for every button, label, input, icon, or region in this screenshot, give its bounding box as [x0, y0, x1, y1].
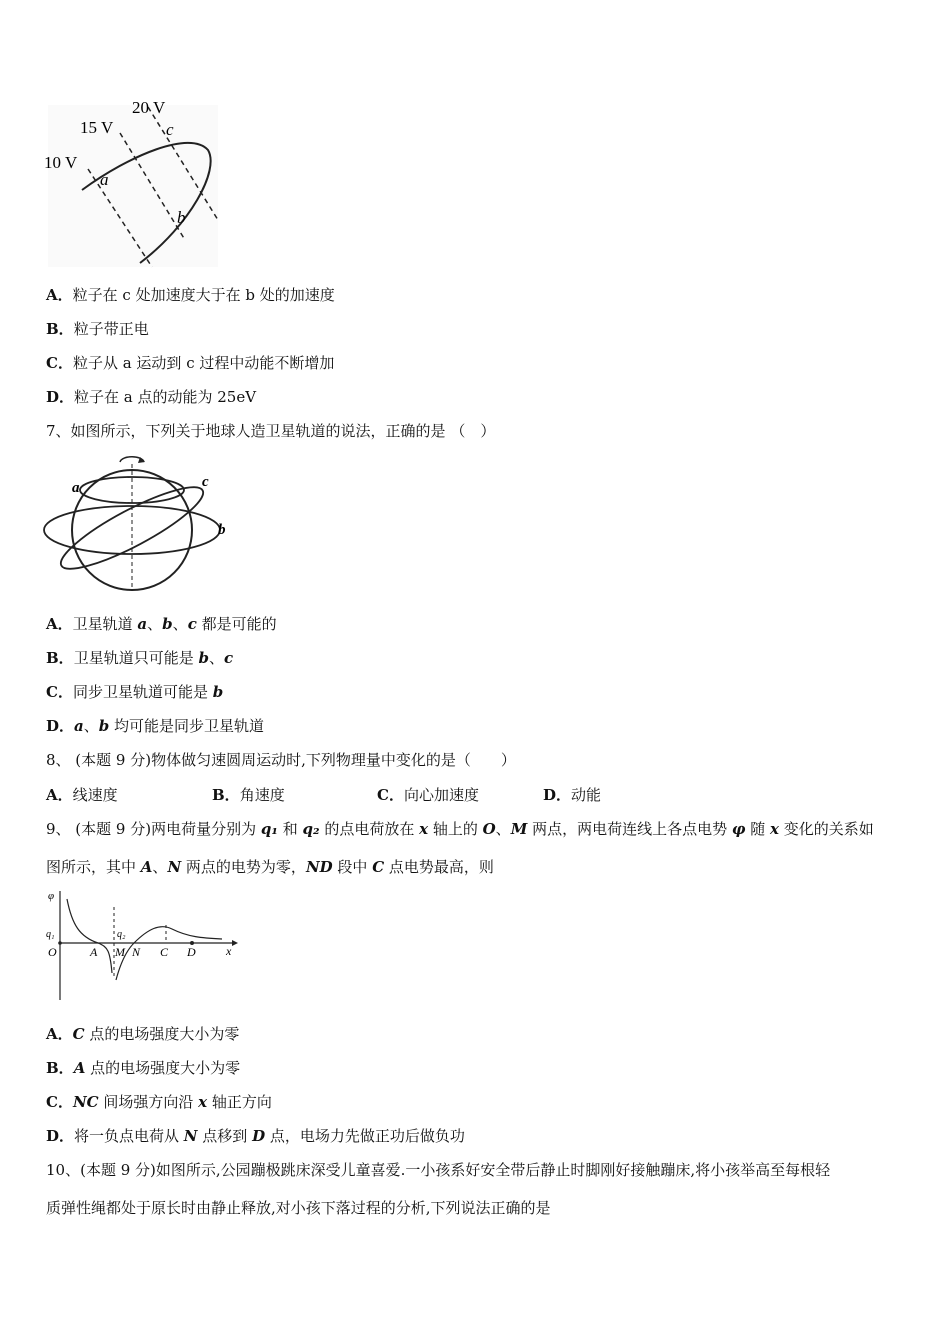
var-x: x	[769, 820, 779, 838]
q6-option-b	[46, 319, 149, 339]
q7-option-c	[46, 682, 223, 702]
option-key: D．	[543, 786, 572, 804]
option-text: 点的电场强度大小为零	[85, 1059, 241, 1077]
stem-text: 随	[745, 820, 770, 838]
var-a: A	[140, 858, 153, 876]
q9-option-d	[46, 1126, 465, 1146]
figure-background	[48, 105, 218, 267]
stem-text: 轴上的	[428, 820, 483, 838]
x-axis-arrowhead-icon	[232, 940, 238, 946]
q8-option-d	[543, 785, 601, 805]
label-point-a: a	[100, 170, 109, 189]
option-key: B．	[46, 1059, 74, 1077]
stem-text: 两点，两电荷连线上各点电势	[527, 820, 732, 838]
option-text: 角速度	[239, 786, 285, 804]
q10-stem-line2: 质弹性绳都处于原长时由静止释放,对小孩下落过程的分析,下列说法正确的是	[46, 1199, 551, 1217]
sep: 、	[83, 717, 99, 735]
label-d: D	[187, 945, 196, 959]
label-c: C	[160, 945, 169, 959]
option-key: D．	[46, 717, 75, 735]
label-m: M	[115, 945, 125, 959]
stem-text: 和	[277, 820, 303, 838]
q7-option-b	[46, 648, 233, 668]
q8-option-a	[46, 785, 118, 805]
label-point-c: c	[166, 120, 174, 139]
option-text: 卫星轨道只可能是	[73, 649, 199, 667]
option-text: 线速度	[72, 786, 118, 804]
q8-stem: 8、 (本题 9 分)物体做匀速圆周运动时,下列物理量中变化的是（ ）	[46, 751, 516, 769]
potential-graph-figure	[40, 885, 245, 1005]
var-a: A	[73, 1059, 86, 1077]
var-b: b	[198, 649, 209, 667]
option-key: B．	[212, 786, 240, 804]
option-text: 点的电场强度大小为零	[84, 1025, 240, 1043]
stem-text: 点电势最高，则	[384, 858, 494, 876]
label-a: A	[90, 945, 98, 959]
q8-option-b	[212, 785, 285, 805]
label-q1: q₁	[46, 929, 55, 940]
stem-text: 、	[495, 820, 511, 838]
option-text: 都是可能的	[196, 615, 277, 633]
var-c: c	[187, 615, 197, 633]
q7-option-a	[46, 614, 277, 634]
var-phi: φ	[731, 820, 746, 838]
label-orbit-b: b	[218, 522, 226, 538]
var-x: x	[198, 1093, 208, 1111]
option-text: 粒子在 c 处加速度大于在 b 处的加速度	[72, 286, 335, 304]
var-a: a	[74, 717, 84, 735]
q9-option-b	[46, 1058, 240, 1078]
option-key: C．	[46, 354, 73, 372]
option-key: C．	[46, 683, 73, 701]
option-key: D．	[46, 1127, 75, 1145]
equipotential-figure	[40, 95, 230, 270]
option-text: 向心加速度	[403, 786, 479, 804]
var-b: b	[98, 717, 110, 735]
stem-text: 的点电荷放在	[319, 820, 420, 838]
stem-text: 9、 (本题 9 分)两电荷量分别为	[46, 820, 261, 838]
option-text: 卫星轨道	[72, 615, 138, 633]
option-key: A．	[46, 1025, 73, 1043]
option-key: A．	[46, 615, 73, 633]
option-text: 粒子在 a 点的动能为 25eV	[74, 388, 257, 406]
sep: 、	[208, 649, 224, 667]
satellite-orbit-figure	[40, 450, 240, 600]
var-c: c	[223, 649, 234, 667]
q9-stem-line1	[46, 819, 874, 839]
q9-option-a	[46, 1024, 239, 1044]
label-q2: q₂	[117, 929, 126, 940]
q7-stem: 7、如图所示，下列关于地球人造卫星轨道的说法，正确的是 （ ）	[46, 422, 496, 440]
stem-text: 变化的关系如	[778, 820, 874, 838]
option-text: 同步卫星轨道可能是	[72, 683, 213, 701]
option-text: 间场强方向沿	[98, 1093, 199, 1111]
var-c: C	[372, 858, 385, 876]
var-x: x	[419, 820, 429, 838]
var-q1: q₁	[260, 820, 278, 838]
q8-option-c	[377, 785, 479, 805]
q6-option-a	[46, 285, 335, 305]
option-key: A．	[46, 286, 73, 304]
label-orbit-c: c	[202, 474, 209, 490]
var-n: N	[167, 858, 182, 876]
option-key: C．	[46, 1093, 73, 1111]
q9-stem-line2	[46, 857, 494, 877]
option-key: C．	[377, 786, 404, 804]
option-text: 轴正方向	[207, 1093, 272, 1111]
var-m: M	[510, 820, 528, 838]
label-15v: 15 V	[80, 118, 114, 137]
option-text: 将一负点电荷从	[74, 1127, 184, 1145]
var-o: O	[482, 820, 496, 838]
var-nd: ND	[305, 858, 333, 876]
label-20v: 20 V	[132, 98, 166, 117]
var-q2: q₂	[302, 820, 320, 838]
stem-text: 、	[152, 858, 168, 876]
var-d: D	[252, 1127, 266, 1145]
point-o	[58, 941, 62, 945]
label-o: O	[48, 945, 57, 959]
label-10v: 10 V	[44, 153, 78, 172]
option-text: 粒子从 a 运动到 c 过程中动能不断增加	[72, 354, 335, 372]
stem-text: 段中	[332, 858, 373, 876]
var-nc: NC	[72, 1093, 99, 1111]
var-a: a	[137, 615, 148, 633]
var-b: b	[162, 615, 173, 633]
option-text: 粒子带正电	[73, 320, 149, 338]
var-n: N	[183, 1127, 198, 1145]
q6-option-d	[46, 387, 256, 407]
stem-text: 图所示，其中	[46, 858, 141, 876]
label-n: N	[132, 945, 141, 959]
stem-text: 两点的电势为零，	[181, 858, 306, 876]
option-key: B．	[46, 649, 74, 667]
label-point-b: b	[177, 208, 186, 227]
label-phi: φ	[48, 890, 55, 902]
option-key: A．	[46, 786, 73, 804]
option-text: 动能	[571, 786, 602, 804]
label-x: x	[226, 944, 232, 958]
q6-option-c	[46, 353, 334, 373]
option-key: B．	[46, 320, 74, 338]
option-text: 点，电场力先做正功后做负功	[265, 1127, 465, 1145]
label-orbit-a: a	[72, 480, 80, 496]
option-text: 均可能是同步卫星轨道	[109, 717, 265, 735]
var-b: b	[212, 683, 224, 701]
var-c: C	[72, 1025, 85, 1043]
option-text: 点移到	[197, 1127, 253, 1145]
option-key: D．	[46, 388, 75, 406]
sep: 、	[147, 615, 163, 633]
sep: 、	[172, 615, 188, 633]
q10-stem-line1: 10、(本题 9 分)如图所示,公园蹦极跳床深受儿童喜爱.一小孩系好安全带后静止时脚刚好接触蹦床,将小孩举高至每根轻	[46, 1161, 831, 1179]
q7-option-d	[46, 716, 264, 736]
potential-curve-left	[67, 899, 112, 973]
q9-option-c	[46, 1092, 272, 1112]
